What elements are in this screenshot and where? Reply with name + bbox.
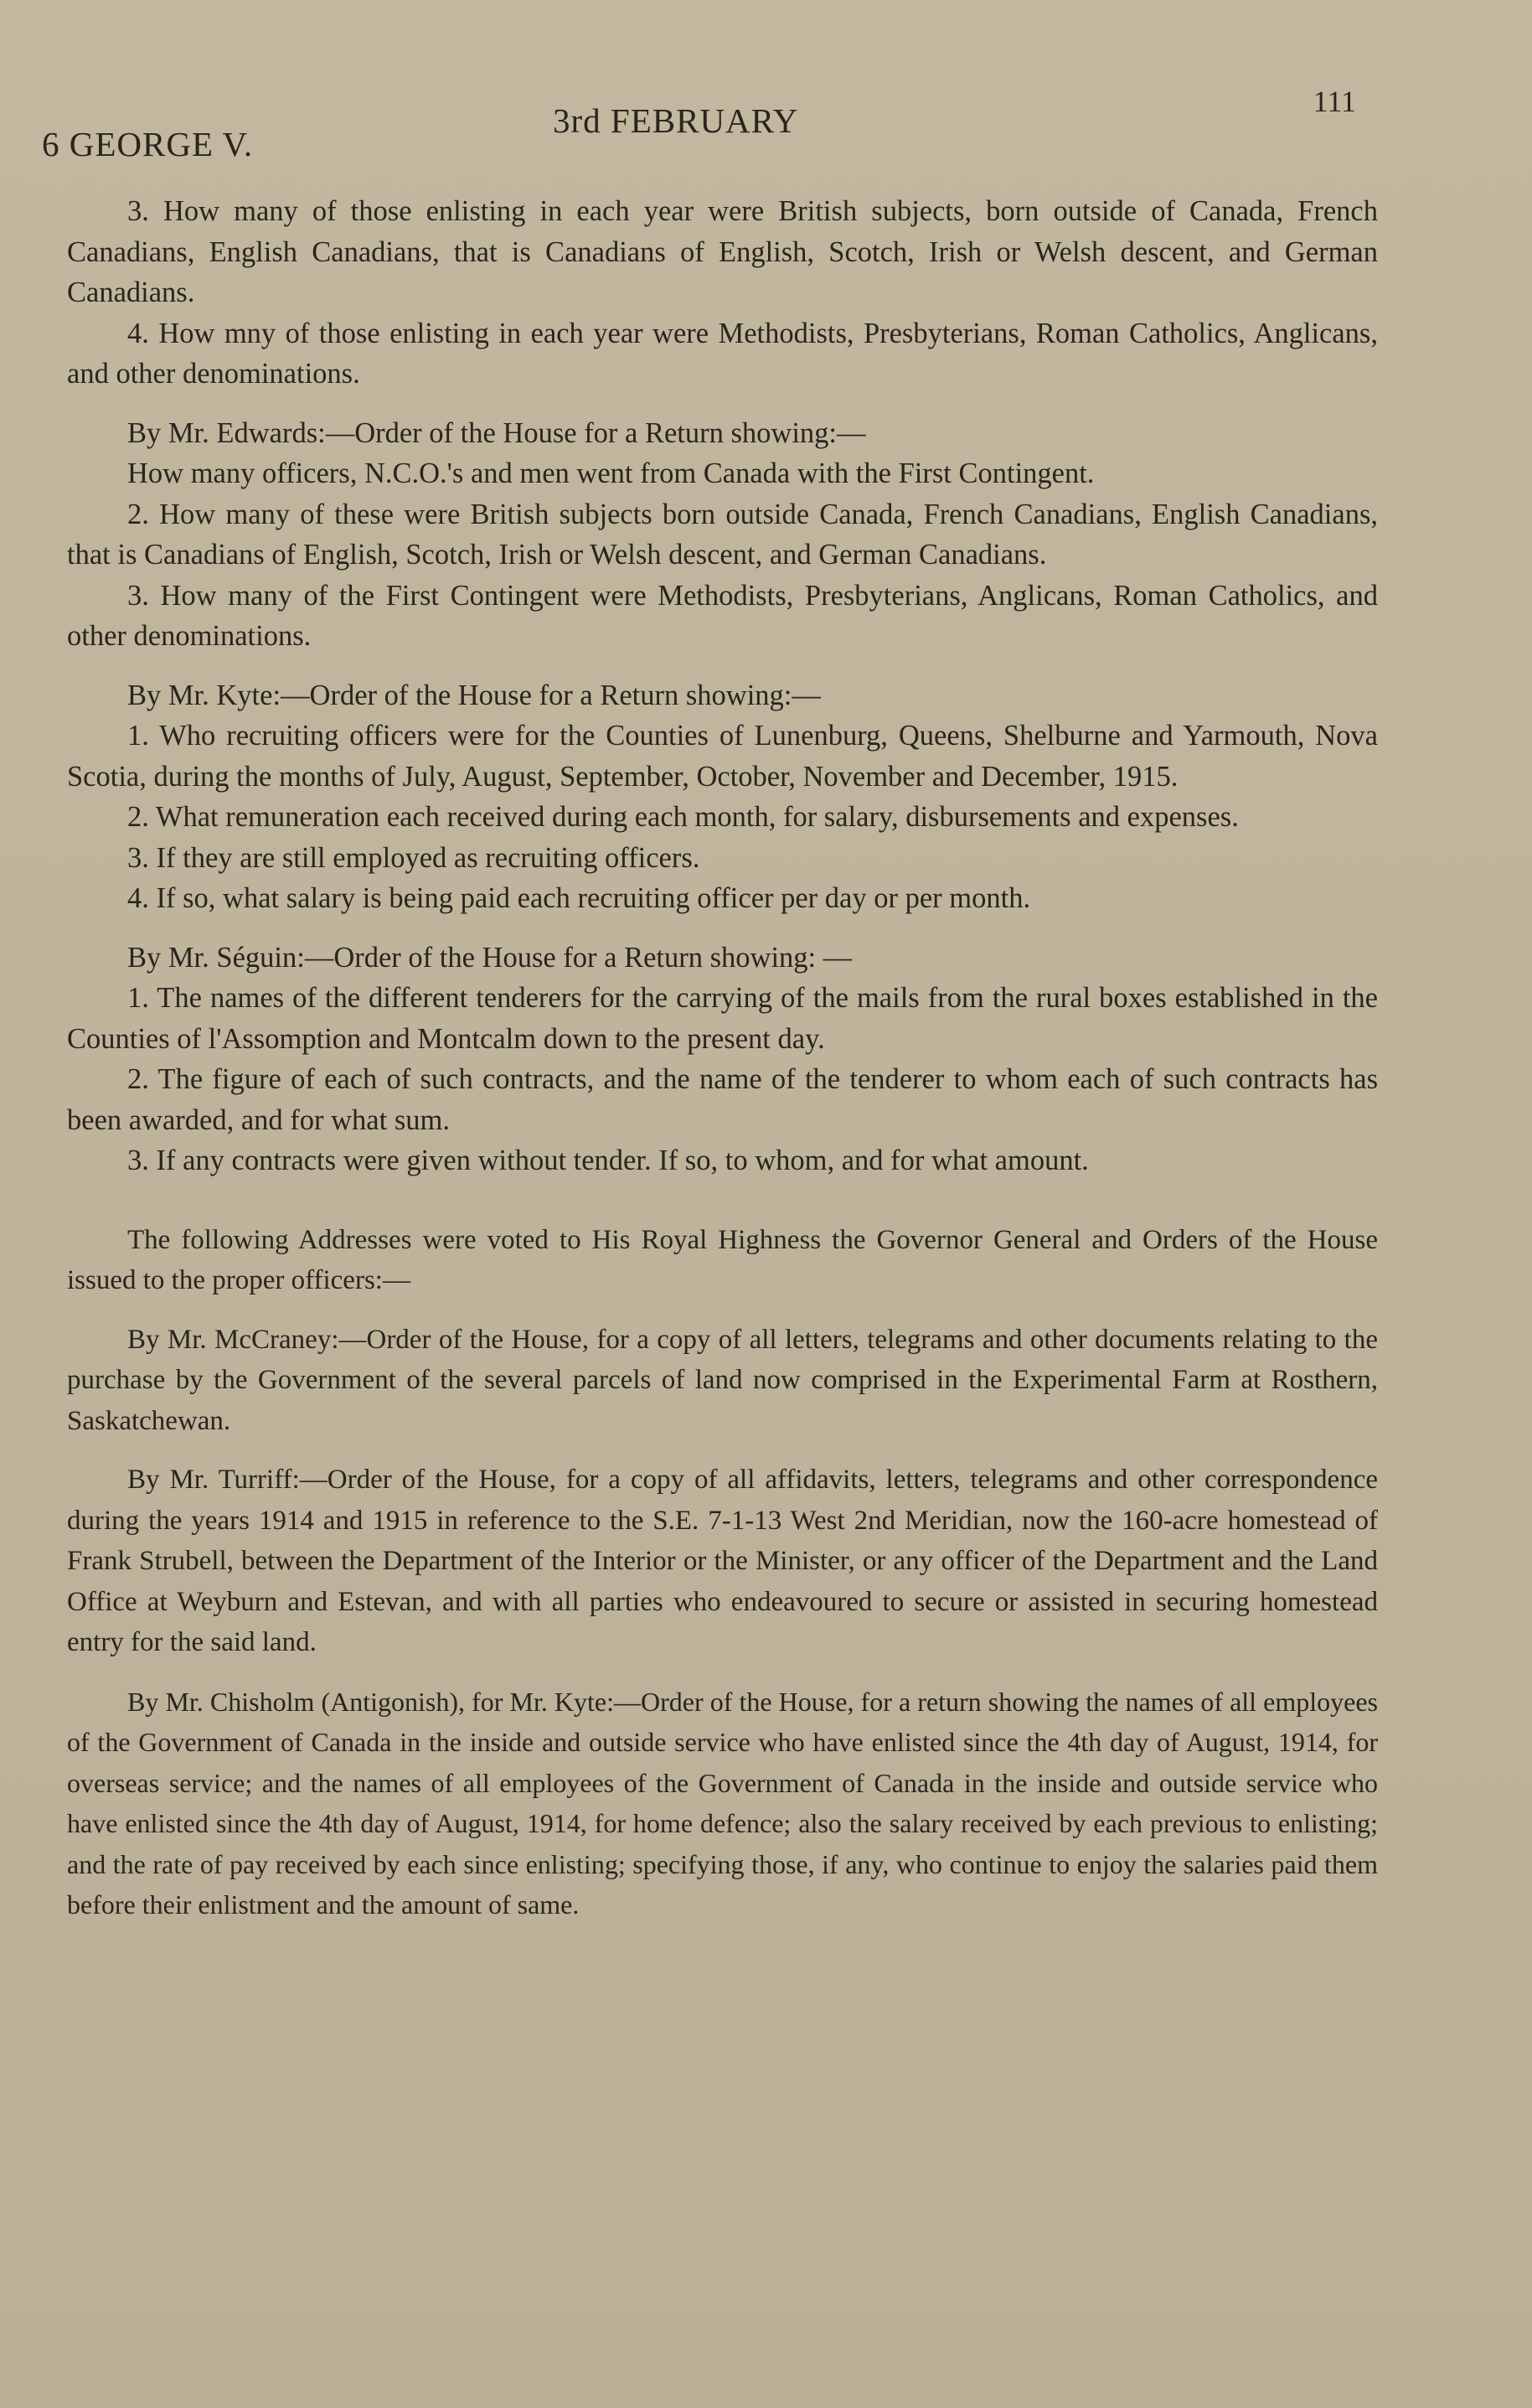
paragraph-q3: 3. How many of those enlisting in each year were British subjects, born outside of Canada, French Canadians, English Canadians, that is Canadians of English, Scotch, Irish or Welsh descent, and German Canadians. (67, 195, 1378, 308)
turriff-order: By Mr. Turriff:—Order of the House, for a copy of all affidavits, letters, telegrams and other correspondence during the years 1914 and 1915 in reference to the S.E. 7-1-13 West 2nd Meridian, now the 160-acre homestead of Frank Strubell, between the Department of the Interior or the Minister, or any officer of the Department and the Land Office at Weyburn and Estevan, and with all parties who endeavoured to secure or assisted in securing homestead entry for the said land. (67, 1465, 1378, 1657)
seguin-q2: 2. The figure of each of such contracts, and the name of the tenderer to whom each of such contracts has been awarded, and for what sum. (67, 1063, 1378, 1136)
edwards-q1: How many officers, N.C.O.'s and men went from Canada with the First Contingent. (127, 457, 1095, 489)
edwards-q2: 2. How many of these were British subjects born outside Canada, French Canadians, English Canadians, that is Canadians of English, Scotch, Irish or Welsh descent, and German Canadians. (67, 498, 1378, 571)
edwards-q3: 3. How many of the First Contingent were Methodists, Presbyterians, Anglicans, Roman Catholics, and other denominations. (67, 579, 1378, 652)
kyte-q1: 1. Who recruiting officers were for the Counties of Lunenburg, Queens, Shelburne and Yarmouth, Nova Scotia, during the months of July, August, September, October, November and December, 1915. (67, 720, 1378, 793)
page-number: 111 (1313, 85, 1356, 118)
page-header (42, 84, 1356, 163)
seguin-q1: 1. The names of the different tenderers for the carrying of the mails from the rural boxes established in the Counties of l'Assomption and Montcalm down to the present day. (67, 982, 1378, 1055)
kyte-q2: 2. What remuneration each received during each month, for salary, disbursements and expenses. (127, 801, 1239, 833)
journal-body (67, 191, 1378, 1925)
kyte-q4: 4. If so, what salary is being paid each recruiting officer per day or per month. (127, 882, 1031, 914)
seguin-intro: By Mr. Séguin:—Order of the House for a Return showing: — (127, 941, 853, 974)
mccraney-order: By Mr. McCraney:—Order of the House, for a copy of all letters, telegrams and other documents relating to the purchase by the Government of the several parcels of land now comprised in the Experimental Farm at Rosthern, Saskatchewan. (67, 1324, 1378, 1436)
kyte-q3: 3. If they are still employed as recruiting officers. (127, 841, 700, 874)
header-regnal-year: 6 GEORGE V. (42, 125, 254, 163)
edwards-intro: By Mr. Edwards:—Order of the House for a Return showing:— (127, 416, 866, 449)
header-date: 3rd FEBRUARY (553, 101, 799, 140)
chisholm-order: By Mr. Chisholm (Antigonish), for Mr. Kyte:—Order of the House, for a return showing the names of all employees of the Government of Canada in the inside and outside service who have enlisted since the 4th day of August, 1914, for overseas service; and the names of all employees of the Government of Canada in the inside and outside service who have enlisted since the 4th day of August, 1914, for home defence; also the salary received by each previous to enlisting; and the rate of pay received by each since enlisting; specifying those, if any, who continue to enjoy the salaries paid them before their enlistment and the amount of same. (67, 1686, 1378, 1920)
seguin-q3: 3. If any contracts were given without tender. If so, to whom, and for what amount. (127, 1145, 1089, 1176)
paragraph-q4: 4. How mny of those enlisting in each year were Methodists, Presbyterians, Roman Catholics, Anglicans, and other denominations. (67, 317, 1378, 390)
kyte-intro: By Mr. Kyte:—Order of the House for a Return showing:— (127, 679, 821, 711)
addresses-intro: The following Addresses were voted to His Royal Highness the Governor General and Orders of the House issued to the proper officers:— (67, 1224, 1378, 1295)
